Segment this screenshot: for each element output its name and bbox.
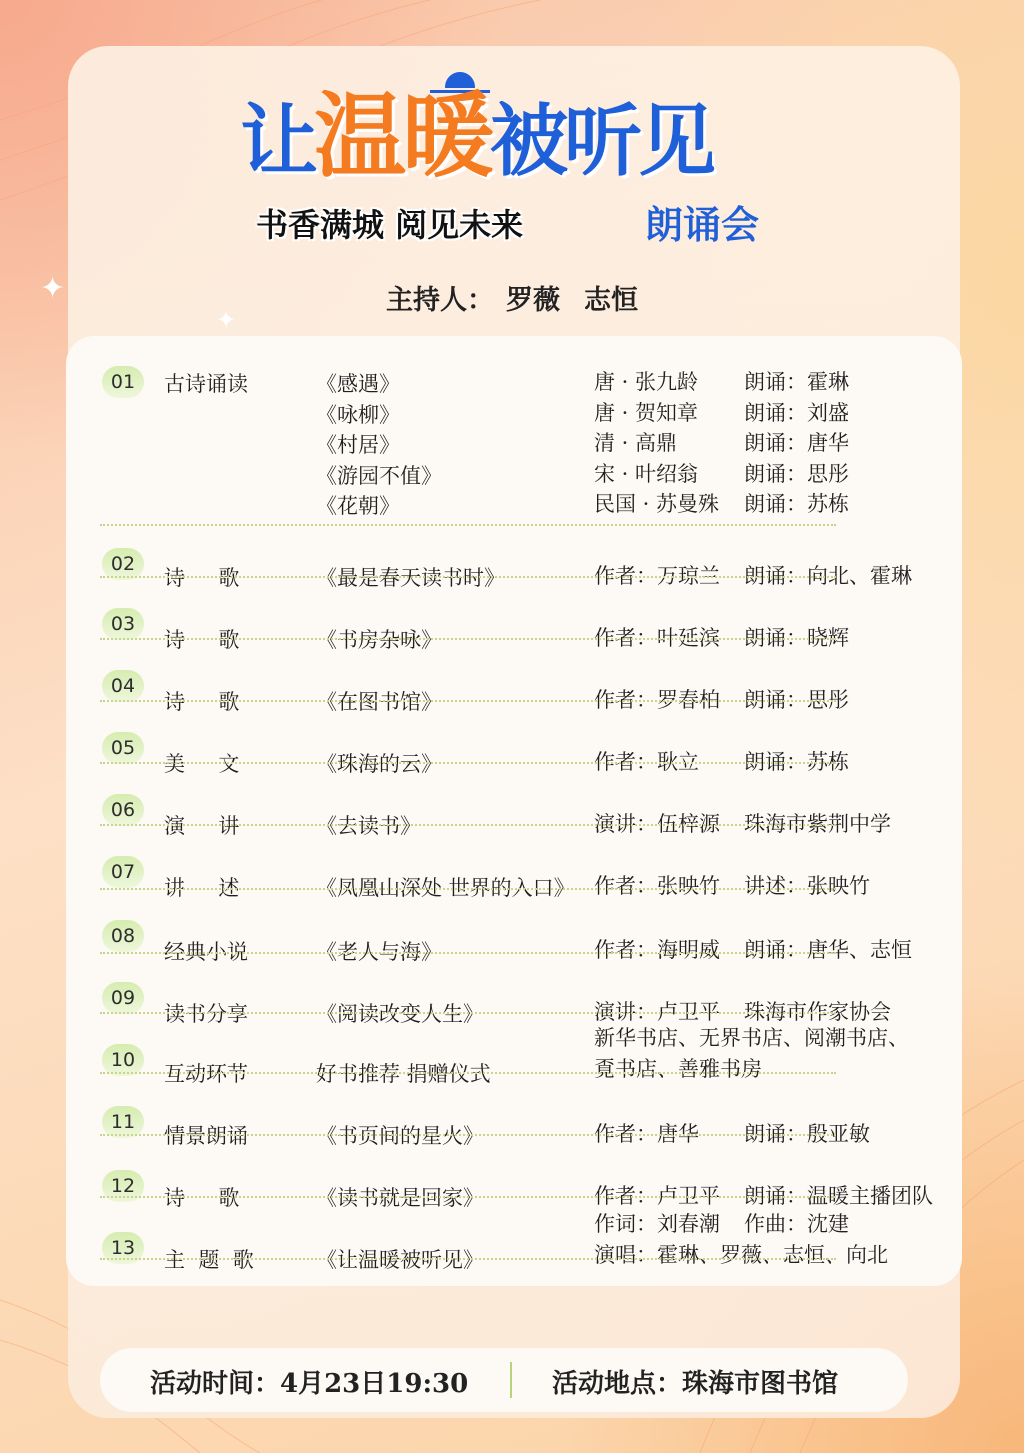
work-title: 《在图书馆》: [316, 690, 442, 714]
credit-author: 作词：刘春潮: [594, 1212, 720, 1236]
program-category: 情景朗诵: [164, 1124, 248, 1148]
program-number-badge: 13: [102, 1232, 144, 1264]
credit-author: 清 · 高鼎: [594, 431, 678, 455]
program-category: 诗 歌: [164, 566, 240, 590]
program-number-badge: 02: [102, 548, 144, 580]
sparkle-icon: ✦: [216, 306, 237, 334]
row-separator: [100, 638, 836, 640]
credit-author: 作者：张映竹: [594, 874, 720, 898]
credit-author: 作者：卢卫平: [594, 1184, 720, 1208]
work-title: 《村居》: [316, 433, 400, 457]
row-separator: [100, 1258, 836, 1260]
credit-performer: 朗诵：思彤: [744, 688, 849, 712]
credit-line: [594, 1239, 888, 1270]
work-title: 《读书就是回家》: [316, 1186, 484, 1210]
work-title: 《感遇》: [316, 372, 400, 396]
row-separator: [100, 888, 836, 890]
event-type: 朗诵会: [645, 202, 760, 247]
program-number-badge: 12: [102, 1170, 144, 1202]
credit-line: [594, 366, 849, 397]
row-separator: [100, 576, 836, 578]
credit-author: 民国 · 苏曼殊: [594, 492, 720, 516]
row-separator: [100, 762, 836, 764]
credit-performer: 朗诵：思彤: [744, 461, 849, 486]
credit-performer: 朗诵：温暖主播团队: [744, 1184, 933, 1208]
credit-line: [594, 934, 912, 965]
credit-performer: 朗诵：刘盛: [744, 400, 849, 425]
program-category: 读书分享: [164, 1002, 248, 1026]
event-time: 活动时间：4月23日19:30: [150, 1369, 469, 1399]
credit-performer: 作曲：沈建: [744, 1212, 849, 1236]
program-category: 演 讲: [164, 814, 240, 838]
row-separator: [100, 952, 836, 954]
program-number-badge: 06: [102, 794, 144, 826]
credit-performer: 朗诵：唐华、志恒: [744, 938, 912, 962]
host-label: 主持人：: [386, 285, 494, 316]
program-number-badge: 09: [102, 982, 144, 1014]
divider: [510, 1362, 512, 1398]
row-separator: [100, 1196, 836, 1198]
program-credits: [594, 934, 912, 965]
credit-author: 唐 · 贺知章: [594, 400, 699, 425]
program-number-badge: 11: [102, 1106, 144, 1138]
credit-performer: 讲述：张映竹: [744, 874, 870, 898]
subtitle: 书香满城 阅见未来: [256, 206, 524, 244]
program-credits: [594, 366, 849, 519]
work-title: 《珠海的云》: [316, 752, 442, 776]
work-title: 《去读书》: [316, 814, 421, 838]
credit-performer: 朗诵：苏栋: [744, 492, 849, 516]
credit-line: [594, 1053, 909, 1084]
program-credits: [594, 870, 870, 901]
credit-author: 唐 · 张九龄: [594, 370, 699, 394]
program-category: 经典小说: [164, 940, 248, 964]
program-category: 美 文: [164, 752, 240, 776]
credit-performer: 朗诵：唐华: [744, 431, 849, 455]
work-title: 《咏柳》: [316, 402, 400, 427]
credit-performer: 朗诵：殷亚敏: [744, 1122, 870, 1146]
title-part-2: 温暖: [314, 82, 491, 190]
title-part-3: 被听见: [490, 96, 713, 187]
row-separator: [100, 1012, 836, 1014]
program-number-badge: 05: [102, 732, 144, 764]
program-category: 古诗诵读: [164, 372, 248, 396]
row-separator: [100, 824, 836, 826]
program-category: 互动环节: [164, 1062, 248, 1086]
credit-line: [594, 427, 849, 458]
credit-author: 覔书店、善雅书房: [594, 1056, 762, 1081]
program-number-badge: 10: [102, 1044, 144, 1076]
credit-performer: 朗诵：晓辉: [744, 626, 849, 650]
row-separator: [100, 1072, 836, 1074]
row-separator: [100, 700, 836, 702]
program-number-badge: 03: [102, 608, 144, 640]
credit-author: 新华书店、无界书店、阅潮书店、: [594, 1026, 909, 1050]
work-title: 《书房杂咏》: [316, 628, 442, 652]
host-line: [0, 278, 1024, 317]
credit-author: 作者：唐华: [594, 1122, 699, 1146]
credit-author: 宋 · 叶绍翁: [594, 461, 699, 486]
credit-author: 作者：万琼兰: [594, 564, 720, 588]
credit-author: 作者：海明威: [594, 938, 720, 962]
program-number-badge: 04: [102, 670, 144, 702]
program-category: 诗 歌: [164, 628, 240, 652]
work-title: 《老人与海》: [316, 940, 442, 964]
credit-author: 演唱：霍琳、罗薇、志恒、向北: [594, 1242, 888, 1267]
credit-line: [594, 1022, 909, 1053]
work-title: 好书推荐 捐赠仪式: [316, 1062, 491, 1086]
program-number-badge: 07: [102, 856, 144, 888]
main-title: [240, 82, 713, 190]
work-title: 《最是春天读书时》: [316, 566, 505, 590]
program-category: 讲 述: [164, 876, 240, 900]
credit-author: 作者：耿立: [594, 750, 699, 774]
program-titles: [316, 368, 442, 521]
credit-author: 演讲：卢卫平: [594, 1000, 720, 1024]
credit-author: 作者：罗春柏: [594, 688, 720, 712]
program-category: 诗 歌: [164, 1186, 240, 1210]
credit-line: [594, 870, 870, 901]
host-name: 罗薇: [506, 285, 560, 316]
credit-author: 作者：叶延滨: [594, 626, 720, 650]
host-name: 志恒: [584, 285, 638, 316]
event-place: 活动地点：珠海市图书馆: [552, 1369, 839, 1399]
work-title: 《让温暖被听见》: [316, 1248, 484, 1272]
work-title: 《书页间的星火》: [316, 1124, 484, 1148]
credit-performer: 朗诵：向北、霍琳: [744, 564, 912, 588]
program-category: 主 题 歌: [164, 1248, 254, 1272]
credit-line: [594, 397, 849, 428]
event-details-bar: [100, 1348, 908, 1412]
credit-performer: 珠海市紫荆中学: [744, 812, 891, 836]
program-category: 诗 歌: [164, 690, 240, 714]
credit-performer: 朗诵：苏栋: [744, 750, 849, 774]
work-title: 《游园不值》: [316, 463, 442, 488]
title-part-1: 让: [240, 96, 315, 187]
credit-performer: 珠海市作家协会: [744, 1000, 891, 1024]
row-separator: [100, 524, 836, 526]
credit-author: 演讲：伍梓源: [594, 812, 720, 836]
program-number-badge: 01: [102, 366, 144, 398]
event-title: [240, 70, 800, 250]
row-separator: [100, 1134, 836, 1136]
program-number-badge: 08: [102, 920, 144, 952]
work-title: 《花朝》: [316, 494, 400, 518]
work-title: 《阅读改变人生》: [316, 1002, 484, 1026]
sparkle-icon: ✦: [40, 271, 66, 306]
credit-line: [594, 488, 849, 519]
program-list: [66, 336, 962, 1286]
credit-line: [594, 1208, 888, 1239]
credit-line: [594, 458, 849, 489]
credit-performer: 朗诵：霍琳: [744, 370, 849, 394]
work-title: 《凤凰山深处 世界的入口》: [316, 876, 575, 900]
